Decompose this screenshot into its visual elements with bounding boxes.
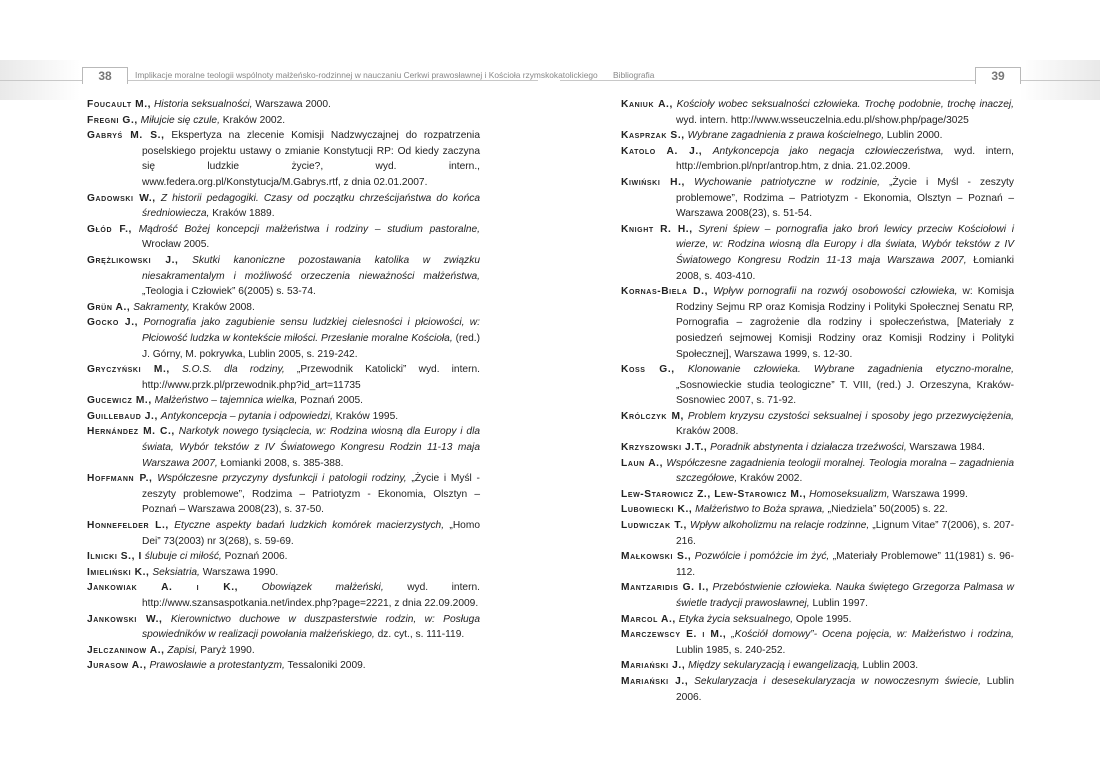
entry-details: wyd. intern. http://www.wsseuczelnia.edu.pl/show.php/page/3025	[676, 114, 969, 126]
entry-details: Lublin 2006.	[676, 675, 1014, 703]
entry-author: Jelczaninow A.,	[87, 644, 165, 656]
entry-title: Etyka życia seksualnego,	[678, 613, 794, 625]
entry-details: Poznań 2005.	[300, 395, 364, 407]
entry-details: dz. cyt., s. 111-119.	[377, 629, 465, 641]
entry-details: Łomianki 2008, s. 403-410.	[676, 254, 1014, 282]
entry-author: Kiwiński H.,	[621, 176, 685, 188]
bibliography-entry	[87, 97, 480, 113]
entry-title: Syreni śpiew – pornografia jako broń lewicy przeciw Kościołowi i wierze, w: Rodzina wiosną dla Europy i dla świata, Wybór tekstów z IV Światowego Kongresu Rodzin 11-13 maja Warszawa 2007,	[676, 223, 1014, 266]
bibliography-column-left	[87, 97, 480, 674]
entry-title: Seksiatria,	[152, 566, 200, 578]
entry-details: wyd. intern. http://www.szansaspotkania.net/index.php?page=2221, z dnia 22.09.2009.	[142, 582, 480, 609]
entry-details: w: Komisja Rodziny Sejmu RP oraz Komisja Rodziny i Polityki Społecznej Senatu RP, Pornografia – zagrożenie dla rodziny i społeczeństwa, [Materiały z posiedzeń sejmowej Komisji Rodziny oraz Komisji Rodziny i Polityki Społecznej], Warszawa 1999, s. 12-30.	[676, 286, 1014, 360]
entry-details: Ekspertyza na zlecenie Komisji Nadzwyczajnej do rozpatrzenia poselskiego projektu ustawy o zmianie Konstytucji RP: Od kiedy zaczyna się ludzkie życie?, wyd. intern., www.federa.org.pl/Konstytucja/M.Gabrys.rtf, z dnia 02.01.2007.	[142, 130, 480, 188]
entry-author: Ilnicki S., I	[87, 551, 142, 563]
entry-author: Honnefelder L.,	[87, 520, 169, 532]
bibliography-entry	[621, 284, 1014, 362]
page-number-left: 38	[82, 67, 128, 84]
entry-details: „Teologia i Człowiek” 6(2005) s. 53-74.	[142, 286, 316, 298]
entry-author: Krzyszowski J.T.,	[621, 442, 708, 454]
entry-title: S.O.S. dla rodziny,	[181, 364, 285, 376]
entry-title: Miłujcie się czule,	[140, 114, 220, 126]
entry-title: Narkotyk nowego tysiąclecia, w: Rodzina wiosną dla Europy i dla świata, Wybór tekstów z IV Światowego Kongresu Rodzin 11-13 maja Warszawa 2007,	[142, 426, 480, 469]
bibliography-entry	[87, 393, 480, 409]
bibliography-entry	[87, 409, 480, 425]
entry-details: „Życie i Myśl - zeszyty problemowe”, Rodzima – Patriotyzm - Ekonomia, Olsztyn – Poznań – Warszawa 2008(23), s. 37-50.	[142, 473, 480, 516]
bibliography-entry	[621, 409, 1014, 440]
bibliography-entry	[87, 253, 480, 300]
entry-author: Foucault M.,	[87, 99, 152, 110]
entry-title: Między sekularyzacją i ewangelizacją,	[688, 660, 860, 672]
entry-details: Warszawa 1984.	[909, 442, 985, 454]
entry-author: Mantzaridis G. I.,	[621, 582, 709, 594]
bibliography-entry	[621, 549, 1014, 580]
bibliography-column-right	[621, 97, 1014, 705]
entry-title: Wychowanie patriotyczne w rodzinie,	[694, 176, 881, 188]
entry-author: Jurasow A.,	[87, 660, 147, 672]
entry-details: Łomianki 2008, s. 385-388.	[220, 457, 344, 469]
bibliography-entry	[621, 580, 1014, 611]
entry-author: Guillebaud J.,	[87, 410, 158, 422]
entry-author: Lubowiecki K.,	[621, 504, 693, 516]
entry-title: Poradnik abstynenta i działacza trzeźwości,	[710, 442, 907, 454]
entry-details: Kraków 1889.	[212, 208, 275, 220]
bibliography-entry	[621, 674, 1014, 705]
bibliography-entry	[621, 456, 1014, 487]
entry-title: Homoseksualizm,	[809, 488, 890, 500]
bibliography-entry	[87, 362, 480, 393]
entry-author: Ludwiczak T.,	[621, 520, 687, 532]
entry-title: Kierownictwo duchowe w duszpasterstwie rodzin, w: Posługa spowiedników w realizacji powołania małżeńskiego,	[142, 613, 480, 641]
entry-author: Głód F.,	[87, 223, 132, 235]
entry-author: Królczyk M,	[621, 410, 684, 422]
entry-details: Tessaloniki 2009.	[287, 660, 366, 672]
entry-title: Wpływ pornografii na rozwój osobowości człowieka,	[713, 286, 958, 298]
entry-details: Wrocław 2005.	[142, 239, 210, 251]
entry-details: „Życie i Myśl - zeszyty problemowe”, Rodzima – Patriotyzm - Ekonomia, Olsztyn – Poznań – Warszawa 2008(23), s. 51-54.	[676, 176, 1014, 220]
entry-details: Kraków 2002.	[740, 473, 803, 485]
entry-details: Lublin 1997.	[812, 598, 868, 609]
bibliography-entry	[87, 658, 480, 674]
entry-author: Grężlikowski J.,	[87, 254, 179, 266]
bibliography-entry	[621, 658, 1014, 674]
entry-author: Hoffmann P.,	[87, 473, 153, 485]
entry-details: „Homo Dei” 73(2003) nr 3(268), s. 59-69.	[142, 520, 480, 547]
entry-details: Kraków 2008.	[676, 426, 739, 438]
entry-details: Lublin 2000.	[886, 130, 943, 142]
entry-author: Kaniuk A.,	[621, 99, 673, 110]
entry-title: Zapisi,	[167, 644, 198, 656]
entry-title: Z historii pedagogiki. Czasy od początku chrześcijaństwa do końca średniowiecza,	[142, 192, 481, 220]
running-head-left: Implikacje moralne teologii wspólnoty małżeńsko-rodzinnej w nauczaniu Cerkwi prawosławnej i Kościoła rzymskokatolickiego	[135, 70, 598, 80]
entry-author: Knight R. H.,	[621, 223, 693, 235]
bibliography-entry	[87, 424, 480, 471]
entry-details: „Niedziela” 50(2005) s. 22.	[827, 504, 948, 516]
bibliography-entry	[87, 580, 480, 611]
bibliography-entry	[621, 175, 1014, 222]
bibliography-entry	[621, 518, 1014, 549]
bibliography-entry	[87, 315, 480, 362]
entry-details: (red.) J. Górny, M. pokrywka, Lublin 2005, s. 219-242.	[142, 332, 480, 360]
entry-author: Koss G.,	[621, 364, 675, 376]
entry-author: Gucewicz M.,	[87, 395, 152, 407]
entry-author: Hernández M. C.,	[87, 426, 175, 438]
entry-title: Antykoncepcja jako negacja człowieczeństwa,	[712, 145, 944, 157]
entry-author: Marcol A.,	[621, 613, 676, 625]
entry-author: Małkowski S.,	[621, 551, 692, 563]
entry-details: „Materiały Problemowe” 11(1981) s. 96-112.	[676, 551, 1014, 578]
bibliography-entry	[87, 128, 480, 190]
running-head-right: Bibliografia	[613, 70, 655, 80]
bibliography-entry	[87, 300, 480, 316]
entry-title: Małżeństwo – tajemnica wielka,	[154, 395, 298, 407]
entry-details: Poznań 2006.	[224, 551, 288, 563]
entry-title: Kościoły wobec seksualności człowieka. Trochę podobnie, trochę inaczej,	[676, 99, 1014, 110]
entry-title: Współczesne przyczyny dysfunkcji i patologii rodziny,	[157, 473, 407, 485]
entry-title: Sekularyzacja i desesekularyzacja w nowoczesnym świecie,	[694, 675, 981, 687]
entry-details: Kraków 2008.	[192, 301, 255, 313]
entry-author: Kornas-Biela D.,	[621, 286, 708, 298]
entry-author: Gocko J.,	[87, 317, 139, 329]
bibliography-entry	[87, 191, 480, 222]
bibliography-entry	[87, 222, 480, 253]
entry-details: Kraków 2002.	[222, 114, 286, 126]
entry-title: Wpływ alkoholizmu na relacje rodzinne,	[690, 520, 870, 532]
entry-title: Obowiązek małżeński,	[261, 582, 384, 594]
entry-details: „Sosnowieckie studia teologiczne” T. VIII, (red.) J. Orzeszyna, Kraków-Sosnowiec 2007, s. 71-92.	[676, 379, 1014, 407]
entry-author: Imieliński K.,	[87, 566, 150, 578]
bibliography-entry	[621, 144, 1014, 175]
entry-details: Warszawa 1999.	[892, 488, 968, 500]
bibliography-entry	[621, 487, 1014, 503]
entry-title: Współczesne zagadnienia teologii moralnej. Teologia moralna – zagadnienia szczegółowe,	[666, 457, 1014, 485]
entry-title: Sakramenty,	[133, 301, 190, 313]
entry-title: Małżeństwo to Boża sprawa,	[695, 504, 825, 516]
bibliography-entry	[87, 612, 480, 643]
bibliography-entry	[621, 440, 1014, 456]
entry-author: Laun A.,	[621, 457, 664, 469]
entry-author: Mariański J.,	[621, 675, 689, 687]
entry-details: Lublin 1985, s. 240-252.	[676, 644, 786, 656]
entry-author: Gadowski W.,	[87, 192, 156, 204]
entry-details: „Przewodnik Katolicki” wyd. intern. http://www.przk.pl/przewodnik.php?id_art=11735	[142, 364, 480, 391]
entry-details: Lublin 2003.	[862, 660, 919, 672]
bibliography-entry	[621, 97, 1014, 128]
bibliography-entry	[87, 518, 480, 549]
entry-title: Skutki kanoniczne pozostawania katolika w związku niesakramentalym i możliwość orzeczenia nieważności małżeństwa,	[142, 254, 480, 282]
bibliography-entry	[621, 612, 1014, 628]
entry-title: Historia seksualności,	[153, 99, 253, 110]
entry-author: Jankowiak A. i K.,	[87, 582, 239, 594]
entry-details: Kraków 1995.	[335, 410, 399, 422]
entry-details: Warszawa 2000.	[255, 99, 331, 110]
entry-title: ślubuje ci miłość,	[144, 551, 222, 563]
entry-author: Gabryś M. S.,	[87, 130, 165, 142]
entry-author: Marczewscy E. i M.,	[621, 629, 727, 641]
bibliography-entry	[621, 222, 1014, 284]
bibliography-entry	[87, 549, 480, 565]
entry-title: Pozwólcie i pomóżcie im żyć,	[694, 551, 830, 563]
bibliography-entry	[87, 471, 480, 518]
bibliography-entry	[87, 643, 480, 659]
bibliography-entry	[621, 362, 1014, 409]
bibliography-entry	[87, 113, 480, 129]
entry-title: Mądrość Bożej koncepcji małżeństwa i rodziny – studium pastoralne,	[138, 223, 480, 235]
entry-details: Paryż 1990.	[200, 644, 255, 656]
bibliography-entry	[621, 128, 1014, 144]
bibliography-entry	[621, 627, 1014, 658]
entry-author: Katolo A. J.,	[621, 145, 703, 157]
entry-title: Etyczne aspekty badań ludzkich komórek macierzystych,	[174, 520, 445, 532]
entry-author: Lew-Starowicz Z., Lew-Starowicz M.,	[621, 488, 807, 500]
entry-author: Fregni G.,	[87, 114, 138, 126]
entry-details: „Lignum Vitae” 7(2006), s. 207-216.	[676, 520, 1014, 547]
entry-author: Mariański J.,	[621, 660, 686, 672]
entry-title: Wybrane zagadnienia z prawa kościelnego,	[687, 130, 885, 142]
entry-title: Klonowanie człowieka. Wybrane zagadnienia etyczno-moralne,	[687, 364, 1014, 376]
bibliography-entry	[87, 565, 480, 581]
entry-title: Problem kryzysu czystości seksualnej i sposoby jego przezwyciężenia,	[687, 410, 1014, 422]
entry-details: Warszawa 1990.	[202, 566, 279, 578]
entry-author: Grün A.,	[87, 301, 131, 313]
entry-details: wyd. intern, http://embrion.pl/npr/antrop.htm, z dnia. 21.02.2009.	[676, 145, 1014, 173]
entry-title: Antykoncepcja – pytania i odpowiedzi,	[160, 410, 333, 422]
entry-details: Opole 1995.	[795, 613, 852, 625]
entry-title: Pornografia jako zagubienie sensu ludzkiej cielesności i płciowości, w: Płciowość ludzka w kontekście miłości. Przesłanie moralne Kościoła,	[142, 317, 480, 344]
entry-title: Przebóstwienie człowieka. Nauka świętego Grzegorza Palmasa w świetle tradycji prawosławnej,	[676, 582, 1014, 609]
entry-author: Jankowski W.,	[87, 613, 163, 625]
bibliography-entry	[621, 502, 1014, 518]
entry-title: „Kościół domowy”- Ocena pojęcia, w: Małżeństwo i rodzina,	[731, 629, 1014, 641]
header-rule-left	[0, 80, 538, 81]
entry-title: Prawosławie a protestantyzm,	[149, 660, 285, 672]
entry-author: Kasprzak S.,	[621, 130, 685, 142]
entry-author: Gryczyński M.,	[87, 364, 170, 376]
page-number-right: 39	[975, 67, 1021, 84]
